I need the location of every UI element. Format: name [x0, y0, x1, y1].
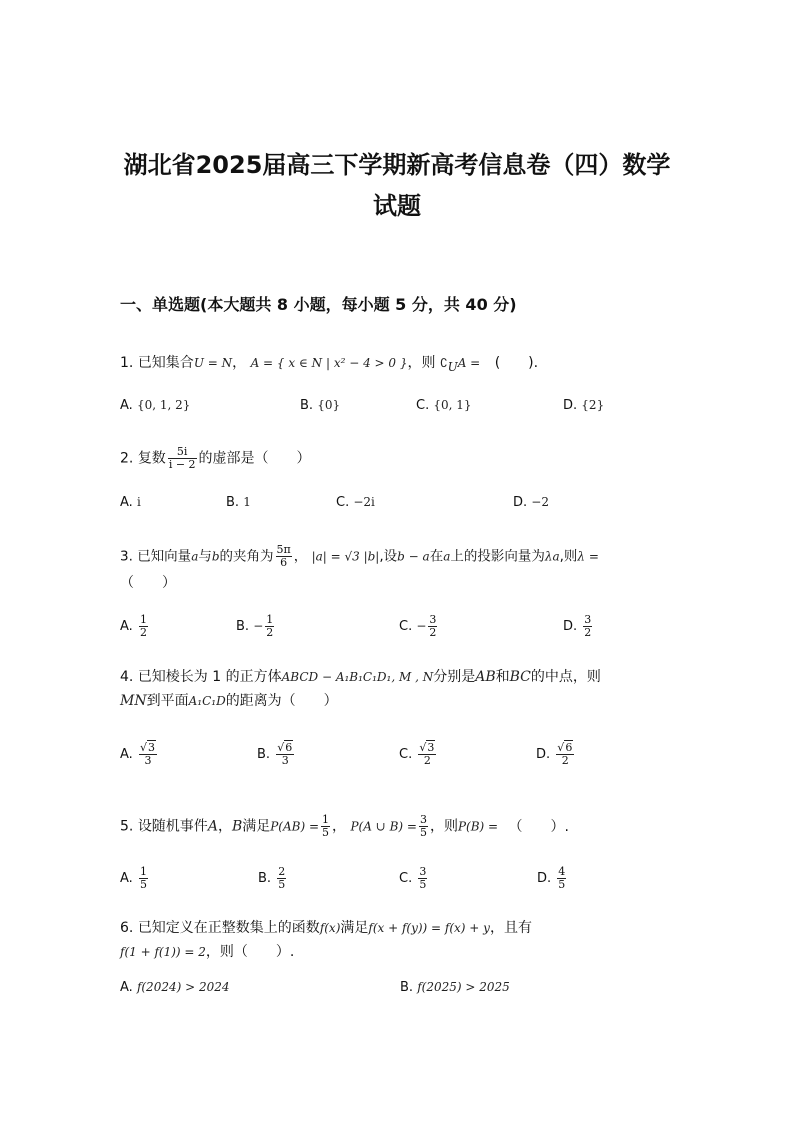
question-number: 4.: [120, 669, 134, 685]
option-a: A. {0, 1, 2}: [120, 398, 191, 413]
fraction: $\frac{5i}{i - 2}$: [168, 445, 196, 471]
question-4: 4. 已知棱长为 1 的正方体ABCD − A₁B₁C₁D₁, M , N分别是AB和BC的中点，则: [120, 669, 601, 685]
document-title-line2: 试题: [373, 192, 421, 220]
math-expression: P(A ∪ B) =: [350, 819, 417, 834]
question-text: ，则: [407, 355, 436, 371]
vector-b: b: [211, 549, 220, 564]
question-number: 6.: [120, 920, 134, 936]
option-a: A. f(2024) > 2024: [120, 980, 230, 995]
math-expression: b − a: [397, 549, 430, 564]
option-a: A. $\frac{√3}{3}$: [120, 741, 155, 767]
question-4-line2: MN到平面A₁C₁D的距离为（ ）: [120, 693, 338, 709]
vector-a: a: [191, 549, 199, 564]
math-expression: f(x): [319, 921, 341, 935]
option-a: A. $\frac{1}{5}$: [120, 865, 147, 891]
option-d: D. $\frac{4}{5}$: [537, 865, 566, 891]
answer-blank: （ ）.: [508, 818, 569, 835]
question-1: [120, 352, 538, 374]
question-6: 6. 已知定义在正整数集上的函数f(x)满足f(x + f(y)) = f(x) + y，且有: [120, 920, 532, 936]
question-number: 3.: [120, 548, 133, 565]
option-d: D. −2: [513, 495, 549, 510]
fraction: $\frac{5\pi}{6}$: [276, 543, 291, 569]
question-number: 5.: [120, 818, 134, 835]
option-c: C. $\frac{3}{5}$: [399, 865, 427, 891]
answer-blank: （ ）: [120, 575, 176, 591]
question-number: 1.: [120, 355, 134, 371]
question-3: 3. 已知向量a与b的夹角为 $\frac{5\pi}{6}$ ， |a| = √3 |b|,设b − a在a上的投影向量为λa,则λ =: [120, 543, 599, 569]
question-text: 的虚部是（ ）: [198, 450, 311, 467]
option-b: B. $\frac{√6}{3}$: [257, 741, 293, 767]
option-c: C. −2i: [336, 495, 375, 510]
option-b: B. f(2025) > 2025: [400, 980, 510, 995]
math-expression: f(x + f(y)) = f(x) + y: [368, 921, 490, 935]
option-b: B. 1: [226, 495, 251, 510]
option-b: B. {0}: [300, 398, 341, 413]
section-heading: 一、单选题(本大题共 8 小题，每小题 5 分，共 40 分): [120, 295, 517, 314]
math-subscript: U: [447, 359, 458, 374]
question-number: 2.: [120, 450, 134, 467]
option-d: D. $\frac{3}{2}$: [563, 613, 592, 639]
question-text: 已知集合: [137, 355, 194, 371]
question-5: 5. 设随机事件A，B满足P(AB) = $\frac{1}{5}$ ， P(A ∪ B) = $\frac{3}{5}$ ，则P(B) = （ ）.: [120, 813, 569, 839]
question-text: 复数: [137, 450, 166, 467]
math-expression: A =: [457, 356, 481, 370]
option-d: D. {2}: [563, 398, 605, 413]
math-expression: P(B) =: [457, 819, 499, 834]
question-2: [120, 446, 311, 471]
option-d: D. $\frac{√6}{2}$: [536, 741, 573, 767]
option-b: B. − $\frac{1}{2}$: [236, 613, 274, 639]
math-expression: |a| = √3 |b|: [311, 549, 380, 564]
answer-blank: ( ).: [494, 355, 539, 371]
math-expression: f(1 + f(1)) = 2: [120, 945, 206, 959]
question-text: ，: [232, 355, 247, 371]
math-expression: ABCD − A₁B₁C₁D₁, M , N: [281, 670, 434, 684]
option-a: A. $\frac{1}{2}$: [120, 613, 147, 639]
document-title: 湖北省2025届高三下学期新高考信息卷（四）数学: [123, 151, 671, 179]
option-c: C. $\frac{√3}{2}$: [399, 741, 435, 767]
math-expression: A = { x ∈ N | x² − 4 > 0 }: [250, 356, 408, 370]
option-b: B. $\frac{2}{5}$: [258, 865, 286, 891]
complement-symbol: ∁: [439, 356, 448, 370]
option-c: C. {0, 1}: [416, 398, 472, 413]
math-expression: U = N: [193, 356, 233, 370]
math-expression: P(AB) =: [270, 819, 320, 834]
option-a: A. i: [120, 495, 141, 510]
question-6-line2: f(1 + f(1)) = 2，则（ ）.: [120, 944, 295, 960]
option-c: C. − $\frac{3}{2}$: [399, 613, 437, 639]
